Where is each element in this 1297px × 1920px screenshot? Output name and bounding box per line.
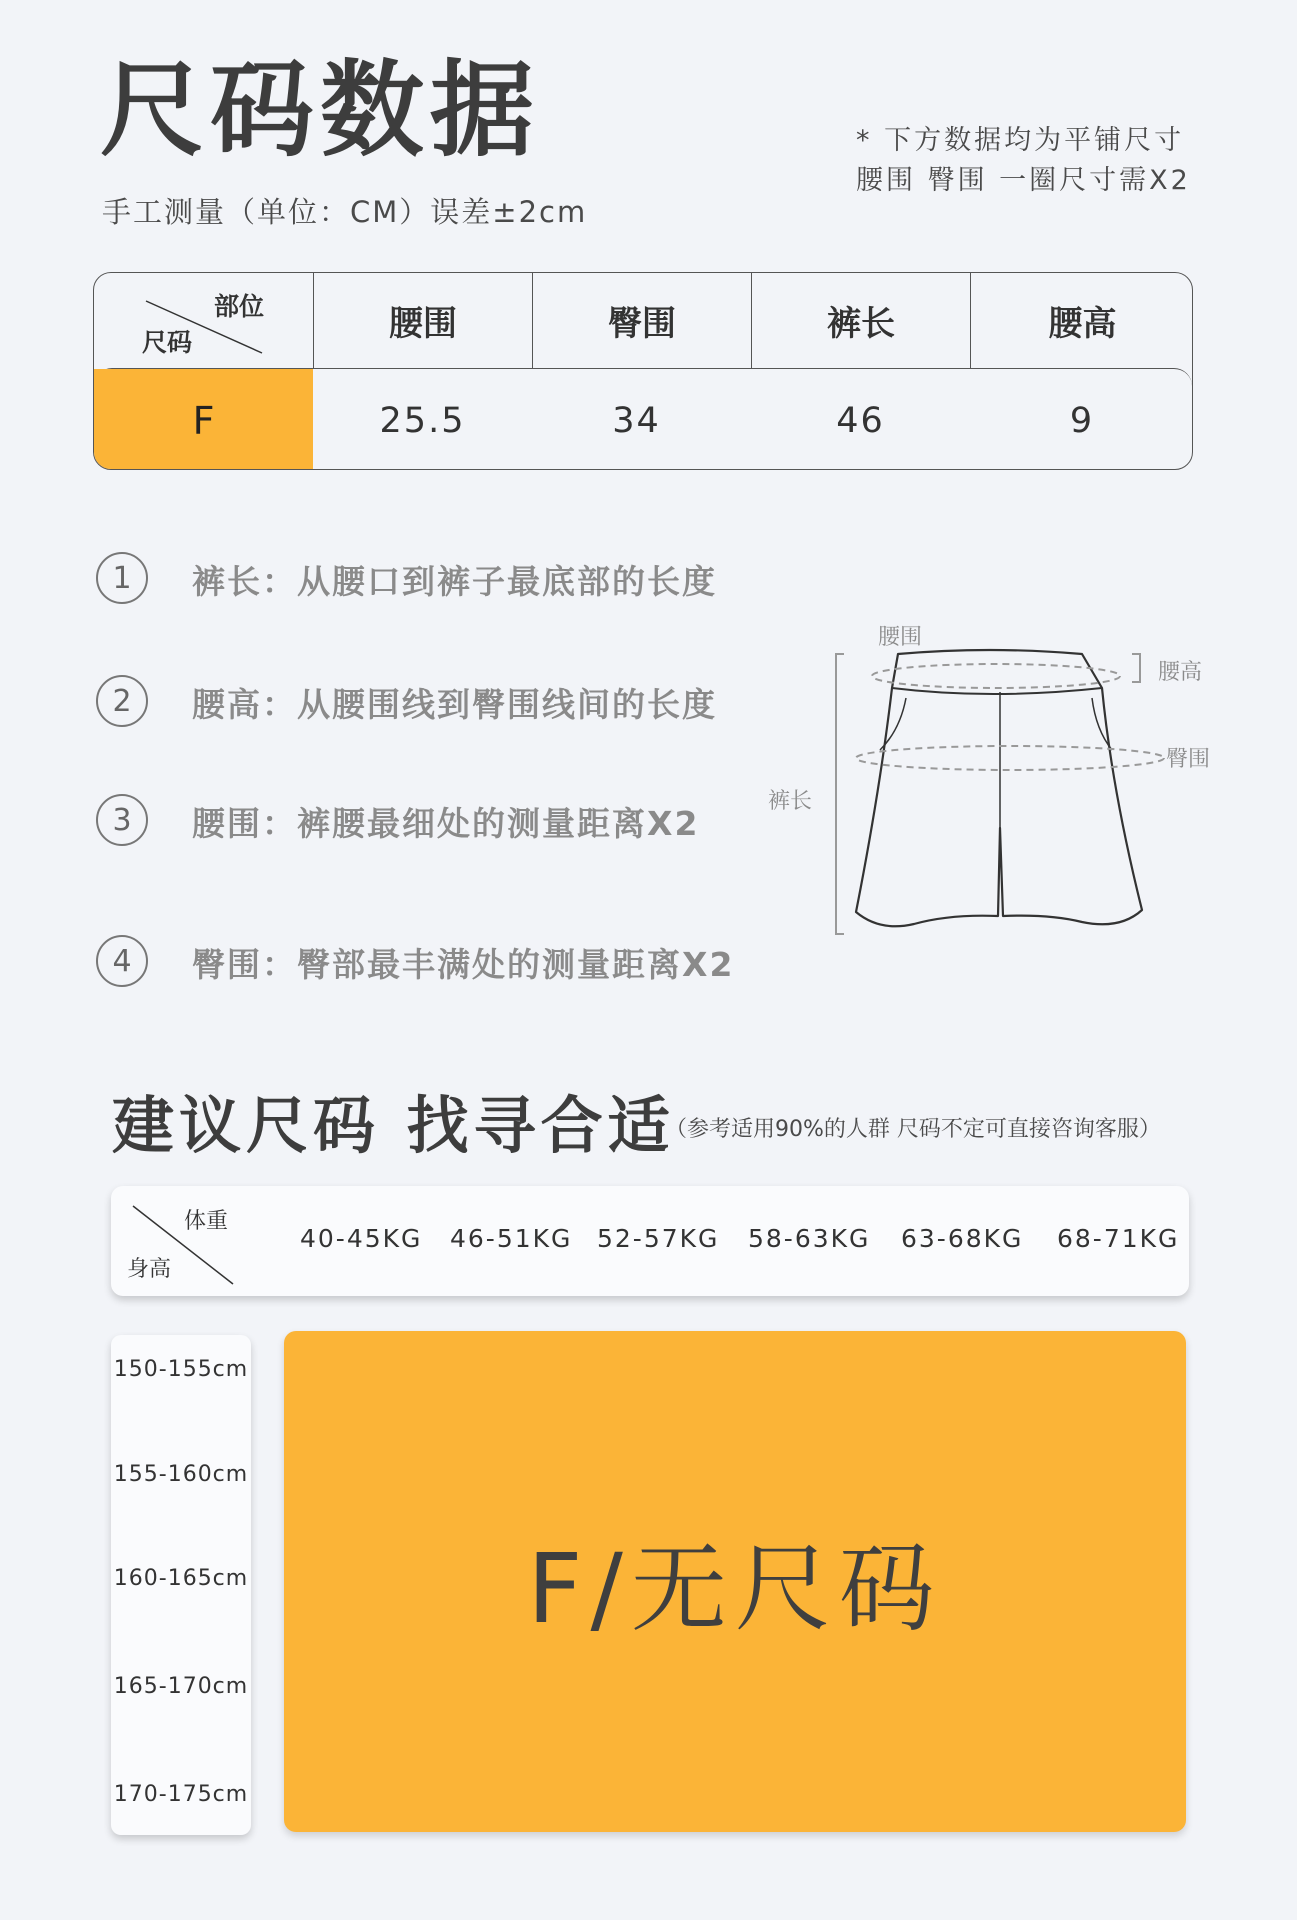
cell-waist-height: 9: [1069, 400, 1095, 441]
corner-label-part: 部位: [214, 292, 265, 321]
column-header-length: 裤长: [751, 273, 970, 368]
size-label: F: [94, 369, 313, 470]
measurement-note-length: 裤长：从腰口到裤子最底部的长度: [192, 562, 717, 601]
note-line-1: * 下方数据均为平铺尺寸: [856, 125, 1185, 156]
column-header-waist: 腰围: [313, 273, 532, 368]
recommended-size-text: F/无尺码: [527, 1533, 943, 1645]
weight-label: 体重: [184, 1209, 229, 1234]
weight-column: 58-63KG: [748, 1224, 871, 1253]
size-table: [93, 272, 1193, 470]
recommend-title: 建议尺码 找寻合适: [112, 1089, 675, 1162]
weight-header-bar: [111, 1186, 1189, 1296]
cell-waist: 25.5: [379, 400, 466, 441]
size-table-header: [94, 273, 1192, 368]
number-circle-4: 4: [96, 935, 148, 987]
height-row: 155-160cm: [113, 1462, 249, 1487]
measurement-subtitle: 手工测量（单位：CM）误差±2cm: [102, 195, 588, 229]
cell-length: 46: [836, 400, 885, 441]
recommend-note: （参考适用90%的人群 尺码不定可直接咨询客服）: [665, 1117, 1161, 1142]
measurement-note-waist-height: 腰高：从腰围线到臀围线间的长度: [192, 685, 717, 724]
diagram-label-waist: 腰围: [878, 625, 923, 650]
measurement-note-waist: 腰围：裤腰最细处的测量距离X2: [192, 804, 700, 843]
weight-column: 46-51KG: [450, 1224, 573, 1253]
height-row: 160-165cm: [113, 1566, 249, 1591]
diagram-label-waist-height: 腰高: [1158, 660, 1203, 685]
weight-column: 52-57KG: [597, 1224, 720, 1253]
note-line-2: 腰围 臀围 一圈尺寸需X2: [856, 165, 1191, 196]
height-label: 身高: [127, 1257, 172, 1282]
column-header-waist-height: 腰高: [970, 273, 1193, 368]
height-row: 165-170cm: [113, 1674, 249, 1699]
shorts-diagram-icon: [820, 640, 1190, 940]
table-row: [94, 368, 1192, 470]
weight-column: 40-45KG: [300, 1224, 423, 1253]
recommended-size-box: [284, 1331, 1186, 1832]
number-circle-2: 2: [96, 675, 148, 727]
number-circle-1: 1: [96, 552, 148, 604]
page-title: 尺码数据: [100, 49, 541, 171]
height-row: 150-155cm: [113, 1357, 249, 1382]
size-table-corner: [94, 273, 313, 368]
corner-label-size: 尺码: [142, 328, 193, 357]
weight-column: 68-71KG: [1057, 1224, 1180, 1253]
height-row: 170-175cm: [113, 1782, 249, 1807]
column-header-hip: 臀围: [532, 273, 751, 368]
measurement-note-hip: 臀围：臀部最丰满处的测量距离X2: [192, 945, 735, 984]
weight-column: 63-68KG: [901, 1224, 1024, 1253]
number-circle-3: 3: [96, 794, 148, 846]
diagram-label-length: 裤长: [768, 789, 813, 814]
diagram-label-hip: 臀围: [1166, 747, 1211, 772]
cell-hip: 34: [612, 400, 661, 441]
height-column: [111, 1335, 251, 1835]
diagonal-divider-icon: [94, 273, 313, 368]
